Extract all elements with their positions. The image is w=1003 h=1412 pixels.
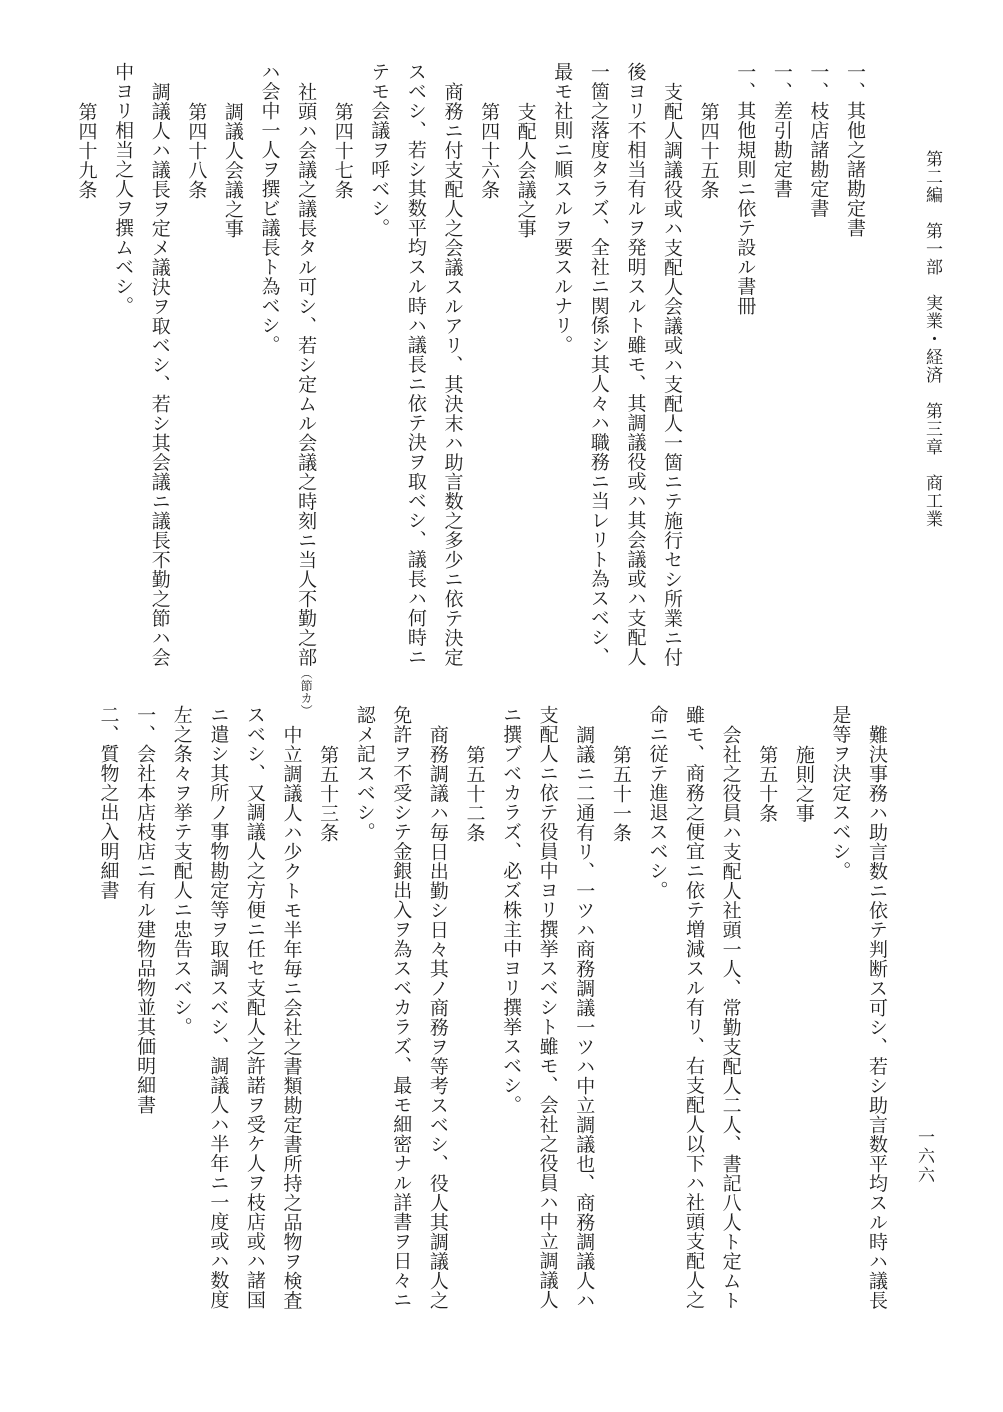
- text-line: [397, 62, 434, 682]
- text-line: [492, 705, 529, 1365]
- line-text: 是等ヲ決定スベシ。: [829, 705, 852, 881]
- text-line: [456, 705, 493, 1365]
- upper-text-block: [68, 62, 873, 717]
- line-text: 一、差引勘定書: [770, 62, 793, 199]
- text-line: [163, 705, 200, 1365]
- text-line: [727, 62, 764, 682]
- text-line: [346, 705, 383, 1365]
- line-text: 会社之役員ハ支配人社頭一人、常勤支配人二人、書記八人ト定ムト: [719, 724, 742, 1310]
- line-text: 第五十三条: [317, 744, 340, 843]
- text-line: [273, 705, 310, 1365]
- line-text: 調議人会議之事: [221, 101, 244, 239]
- line-text: 二、質物之出入明細書: [97, 705, 120, 900]
- editorial-note: （節カ）: [299, 666, 314, 717]
- line-text: ニ撰ブベカラズ、必ズ株主中ヨリ撰挙スベシ。: [500, 705, 523, 1115]
- text-line: [434, 62, 471, 682]
- line-text: 第四十六条: [478, 101, 501, 200]
- text-line: [470, 62, 507, 682]
- line-text: 支配人ニ依テ役員中ヨリ撰挙スベシト雖モ、会社之役員ハ中立調議人: [536, 705, 559, 1310]
- page-number: 一六六: [914, 1128, 934, 1185]
- line-text: 第四十八条: [185, 101, 208, 200]
- text-line: [763, 62, 800, 682]
- text-line: [602, 705, 639, 1365]
- text-line: [68, 62, 105, 682]
- text-line: [836, 62, 873, 682]
- line-text: 支配人調議役或ハ支配人会議或ハ支配人一箇ニテ施行セシ所業ニ付: [661, 81, 684, 667]
- text-line: [105, 62, 142, 682]
- line-text: 中ヨリ相当之人ヲ撰ムベシ。: [112, 62, 135, 316]
- line-text: 施則之事: [792, 744, 815, 823]
- line-text: 命ニ従テ進退スベシ。: [646, 705, 669, 900]
- lower-text-block: [90, 705, 895, 1365]
- text-line: [127, 705, 164, 1365]
- line-text: ニ遣シ其所ノ事物勘定等ヲ取調スベシ、調議人ハ半年ニ一度或ハ数度: [207, 705, 230, 1310]
- line-text: 社頭ハ会議之議長タル可シ、若シ定ムル会議之時刻ニ当人不勤之部: [295, 81, 318, 667]
- line-text: 免許ヲ不受シテ金銀出入ヲ為スベカラズ、最モ細密ナル詳書ヲ日々ニ: [390, 705, 413, 1310]
- line-text: 第五十一条: [609, 744, 632, 843]
- line-text: 第四十九条: [75, 101, 98, 200]
- line-text: 第四十五条: [697, 101, 720, 200]
- text-line: [310, 705, 347, 1365]
- text-line: [544, 62, 581, 682]
- line-text: 一箇之落度タラズ、全社ニ関係シ其人々ハ職務ニ当レリト為スベシ、: [587, 62, 610, 667]
- text-line: [251, 62, 288, 682]
- text-line: [214, 62, 251, 682]
- line-text: 調議ニ二通有リ、一ツハ商務調議一ツハ中立調議也、商務調議人ハ: [573, 724, 596, 1310]
- text-line: [580, 62, 617, 682]
- text-line: [419, 705, 456, 1365]
- line-text: 第五十条: [756, 744, 779, 823]
- text-line: [383, 705, 420, 1365]
- line-text: ハ会中一人ヲ撰ビ議長ト為ベシ。: [258, 62, 281, 355]
- line-text: 雖モ、商務之便宜ニ依テ増減スル有リ、右支配人以下ハ社頭支配人之: [683, 705, 706, 1310]
- line-text: 調議人ハ議長ヲ定メ議決ヲ取ベシ、若シ其会議ニ議長不勤之節ハ会: [148, 81, 171, 667]
- line-text: 第四十七条: [331, 101, 354, 200]
- text-line: [785, 705, 822, 1365]
- line-text: スベシ、又調議人之方便ニ任セ支配人之許諾ヲ受ケ人ヲ枝店或ハ諸国: [243, 705, 266, 1310]
- text-line: [288, 62, 325, 717]
- text-line: [639, 705, 676, 1365]
- line-text: 一、会社本店枝店ニ有ル建物品物並其価明細書: [134, 705, 157, 1115]
- running-header: 第二編 第一部 実業・経済 第三章 商工業: [922, 150, 942, 528]
- line-text: 中立調議人ハ少クトモ半年毎ニ会社之書類勘定書所持之品物ヲ検査: [280, 724, 303, 1310]
- line-text: テモ会議ヲ呼ベシ。: [368, 62, 391, 238]
- line-text: 一、其他之諸勘定書: [844, 62, 866, 238]
- text-line: [712, 705, 749, 1365]
- text-line: [675, 705, 712, 1365]
- line-text: 支配人会議之事: [514, 101, 537, 239]
- text-line: [822, 705, 859, 1365]
- text-line: [324, 62, 361, 682]
- text-line: [653, 62, 690, 682]
- text-line: [507, 62, 544, 682]
- line-text: 左之条々ヲ挙テ支配人ニ忠告スベシ。: [170, 705, 193, 1037]
- line-text: 最モ社則ニ順スルヲ要スルナリ。: [551, 62, 574, 355]
- text-line: [141, 62, 178, 682]
- text-line: [800, 62, 837, 682]
- text-line: [749, 705, 786, 1365]
- text-line: [858, 705, 895, 1365]
- line-text: 認メ記スベシ。: [353, 705, 376, 842]
- text-line: [90, 705, 127, 1365]
- text-line: [178, 62, 215, 682]
- line-text: 難決事務ハ助言数ニ依テ判断ス可シ、若シ助言数平均スル時ハ議長: [866, 724, 888, 1310]
- line-text: 商務調議ハ毎日出勤シ日々其ノ商務ヲ等考スベシ、役人其調議人之: [426, 724, 449, 1310]
- line-text: 後ヨリ不相当有ルヲ発明スルト雖モ、其調議役或ハ其会議或ハ支配人: [624, 62, 647, 667]
- text-line: [566, 705, 603, 1365]
- text-line: [529, 705, 566, 1365]
- text-line: [236, 705, 273, 1365]
- text-line: [690, 62, 727, 682]
- text-line: [617, 62, 654, 682]
- line-text: スベシ、若シ其数平均スル時ハ議長ニ依テ決ヲ取ベシ、議長ハ何時ニ: [404, 62, 427, 667]
- text-line: [200, 705, 237, 1365]
- line-text: 商務ニ付支配人之会議スルアリ、其決末ハ助言数之多少ニ依テ決定: [441, 81, 464, 667]
- text-line: [361, 62, 398, 682]
- line-text: 一、其他規則ニ依テ設ル書冊: [734, 62, 757, 316]
- line-text: 一、枝店諸勘定書: [807, 62, 830, 218]
- line-text: 第五十二条: [463, 744, 486, 843]
